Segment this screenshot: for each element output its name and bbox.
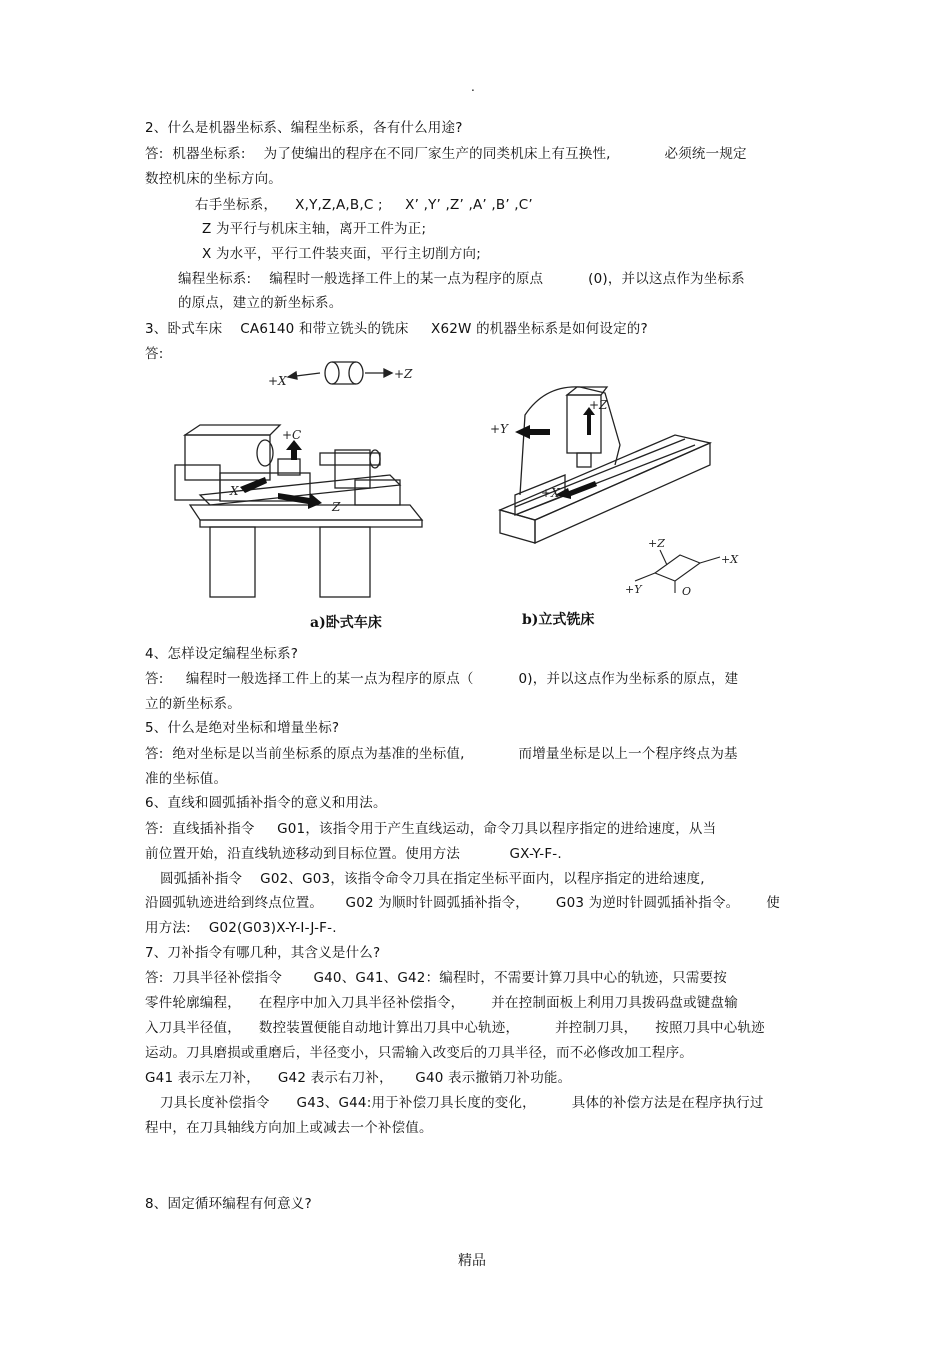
label-plus-z: +Z	[589, 398, 608, 412]
question-4: 4、怎样设定编程坐标系?	[145, 646, 299, 662]
answer-line: 的原点，建立的新坐标系。	[178, 295, 343, 311]
triad-plus-z: +Z	[648, 537, 665, 550]
label-plus-y: +Y	[490, 422, 508, 436]
lathe-figure	[160, 355, 430, 605]
answer-line: 答: 机器坐标系: 为了使编出的程序在不同厂家生产的同类机床上有互换性, 必须统一规定	[145, 146, 747, 162]
mill-caption: b)立式铣床	[522, 612, 595, 628]
question-2: 2、什么是机器坐标系、编程坐标系，各有什么用途?	[145, 120, 463, 136]
answer-line: X 为水平，平行工件装夹面，平行主切削方向;	[202, 246, 481, 262]
question-7: 7、刀补指令有哪几种，其含义是什么?	[145, 945, 381, 961]
answer-line: 刀具长度补偿指令 G43、G44:用于补偿刀具长度的变化， 具体的补偿方法是在程序执行过	[160, 1095, 764, 1111]
answer-line: Z 为平行与机床主轴，离开工件为正;	[202, 221, 427, 237]
answer-line: 答: 直线插补指令 G01，该指令用于产生直线运动，命令刀具以程序指定的进给速度，从当	[145, 821, 717, 837]
answer-line: 编程坐标系: 编程时一般选择工件上的某一点为程序的原点 (0)，并以这点作为坐标系	[178, 271, 745, 287]
answer-line: 答: 编程时一般选择工件上的某一点为程序的原点（ 0)，并以这点作为坐标系的原点，建	[145, 671, 739, 687]
header-dot: .	[471, 80, 475, 94]
answer-line: 答: 刀具半径补偿指令 G40、G41、G42：编程时，不需要计算刀具中心的轨迹，只需要按	[145, 970, 727, 986]
page-footer: 精品	[458, 1253, 486, 1269]
label-plus-x: +X	[541, 486, 560, 500]
label-plus-z: +Z	[394, 367, 413, 381]
question-5: 5、什么是绝对坐标和增量坐标?	[145, 720, 340, 736]
answer-line: 准的坐标值。	[145, 771, 228, 787]
mill-figure	[485, 375, 750, 615]
triad-plus-x: +X	[721, 553, 739, 566]
answer-line: 答: 绝对坐标是以当前坐标系的原点为基准的坐标值, 而增量坐标是以上一个程序终点为基	[145, 746, 738, 762]
answer-line: 数控机床的坐标方向。	[145, 171, 282, 187]
answer-line: 零件轮廓编程， 在程序中加入刀具半径补偿指令， 并在控制面板上利用刀具拨码盘或键盘输	[145, 995, 738, 1011]
answer-line: G41 表示左刀补， G42 表示右刀补， G40 表示撤销刀补功能。	[145, 1070, 572, 1086]
triad-origin: O	[682, 585, 692, 598]
label-x: X	[230, 484, 239, 498]
answer-line: 右手坐标系， X,Y,Z,A,B,C ; X’ ,Y’ ,Z’ ,A’ ,B’ ,C’	[195, 197, 533, 213]
answer-line: 前位置开始，沿直线轨迹移动到目标位置。使用方法 GX-Y-F-.	[145, 846, 562, 862]
answer-line: 程中，在刀具轴线方向加上或减去一个补偿值。	[145, 1120, 433, 1136]
label-z: Z	[332, 500, 341, 514]
answer-line: 沿圆弧轨迹进给到终点位置。 G02 为顺时针圆弧插补指令， G03 为逆时针圆弧插补指令。 使	[145, 895, 781, 911]
triad-plus-y: +Y	[625, 583, 642, 596]
lathe-caption: a)卧式车床	[310, 615, 382, 631]
answer-line: 用方法: G02(G03)X-Y-I-J-F-.	[145, 920, 337, 936]
label-plus-x: +X	[268, 374, 287, 388]
answer-line: 答:	[145, 346, 164, 362]
answer-line: 圆弧插补指令 G02、G03，该指令命令刀具在指定坐标平面内，以程序指定的进给速度,	[160, 871, 705, 887]
answer-line: 运动。刀具磨损或重磨后，半径变小，只需输入改变后的刀具半径，而不必修改加工程序。	[145, 1045, 693, 1061]
label-plus-c: +C	[282, 428, 302, 442]
answer-line: 入刀具半径值， 数控装置便能自动地计算出刀具中心轨迹， 并控制刀具， 按照刀具中心轨迹	[145, 1020, 765, 1036]
answer-line: 立的新坐标系。	[145, 696, 241, 712]
question-6: 6、直线和圆弧插补指令的意义和用法。	[145, 795, 387, 811]
question-3: 3、卧式车床 CA6140 和带立铣头的铣床 X62W 的机器坐标系是如何设定的?	[145, 321, 648, 337]
question-8: 8、固定循环编程有何意义?	[145, 1196, 312, 1212]
